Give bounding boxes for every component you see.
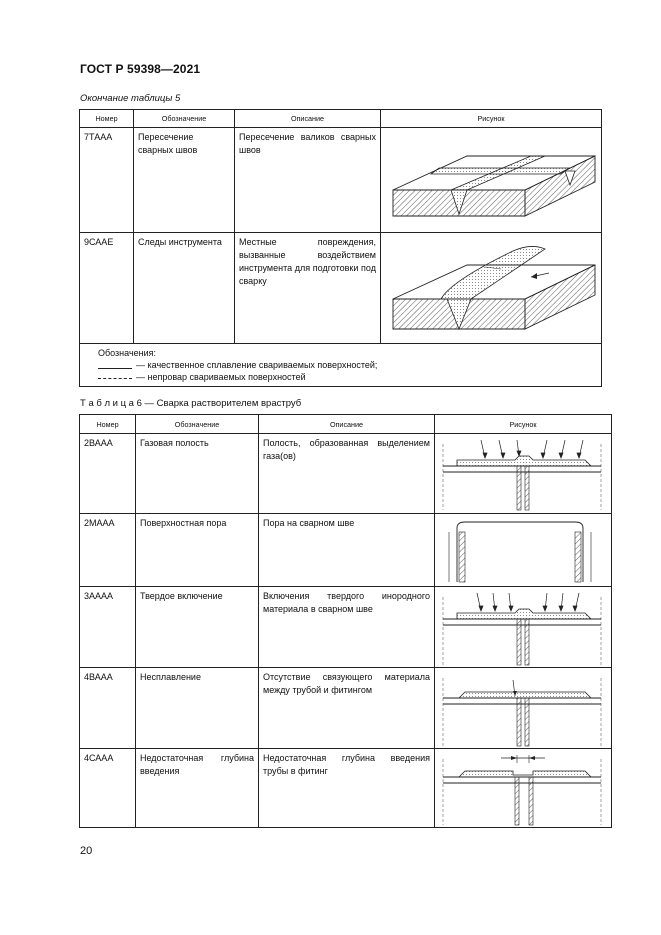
table-row	[80, 749, 612, 828]
row-description: Пора на сварном шве	[259, 514, 435, 587]
figure-weld-intersection	[381, 128, 602, 233]
row-description: Пересечение валиков сварных швов	[235, 128, 381, 233]
legend-solid-text: — качественное сплавление свариваемых поверхностей;	[136, 360, 378, 370]
row-designation: Поверхностная пора	[136, 514, 259, 587]
row-designation: Газовая полость	[136, 434, 259, 514]
table-row	[80, 128, 602, 233]
legend-dashed-text: — непровар свариваемых поверхностей	[136, 372, 306, 382]
row-designation: Следы инструмента	[134, 233, 235, 344]
row-description: Включения твердого инородного материала в сварном шве	[259, 587, 435, 668]
figure-lack-of-fusion	[435, 668, 612, 749]
figure-surface-pore	[435, 514, 612, 587]
row-number: 7ТААА	[80, 128, 134, 233]
table-row	[80, 514, 612, 587]
col-header-number: Номер	[80, 415, 136, 434]
figure-gas-cavity	[435, 434, 612, 514]
table-row	[80, 668, 612, 749]
figure-tool-marks	[381, 233, 602, 344]
col-header-number: Номер	[80, 110, 134, 128]
figure-insufficient-insertion	[435, 749, 612, 828]
table-6	[79, 414, 612, 828]
col-header-figure: Рисунок	[435, 415, 612, 434]
row-description: Местные повреждения, вызванные воздействием инструмента для подготовки под сварку	[235, 233, 381, 344]
col-header-designation: Обозначение	[134, 110, 235, 128]
row-designation: Недостаточная глубина введения	[136, 749, 259, 828]
table-continuation-label: Окончание таблицы 5	[80, 93, 181, 104]
figure-solid-inclusion	[435, 587, 612, 668]
solid-line-icon	[98, 368, 132, 369]
row-designation: Несплавление	[136, 668, 259, 749]
row-number: 4САAA	[80, 749, 136, 828]
standard-header: ГОСТ Р 59398—2021	[80, 62, 201, 76]
row-description: Недостаточная глубина введения трубы в фитинг	[259, 749, 435, 828]
table-row	[80, 587, 612, 668]
row-number: 2ВААА	[80, 434, 136, 514]
row-number: 3АААА	[80, 587, 136, 668]
row-number: 9САAE	[80, 233, 134, 344]
legend-dashed-line	[98, 371, 595, 383]
legend-solid-line	[98, 359, 595, 371]
legend-title: Обозначения:	[98, 348, 157, 358]
row-description: Полость, образованная выделением газа(ов)	[259, 434, 435, 514]
col-header-figure: Рисунок	[381, 110, 602, 128]
page-number: 20	[80, 845, 93, 857]
table-row	[80, 434, 612, 514]
row-designation: Пересечение сварных швов	[134, 128, 235, 233]
legend	[80, 344, 602, 387]
table-row	[80, 233, 602, 344]
table-5	[79, 109, 602, 387]
row-number: 4ВААА	[80, 668, 136, 749]
table-6-caption-prefix: Т а б л и ц а	[80, 398, 134, 409]
col-header-designation: Обозначение	[136, 415, 259, 434]
table-6-caption-text: 6 — Сварка растворителем враструб	[136, 398, 302, 409]
col-header-description: Описание	[259, 415, 435, 434]
col-header-description: Описание	[235, 110, 381, 128]
row-number: 2МААА	[80, 514, 136, 587]
table-6-caption	[80, 398, 301, 409]
row-description: Отсутствие связующего материала между трубой и фитингом	[259, 668, 435, 749]
row-designation: Твердое включение	[136, 587, 259, 668]
dashed-line-icon	[98, 378, 132, 379]
